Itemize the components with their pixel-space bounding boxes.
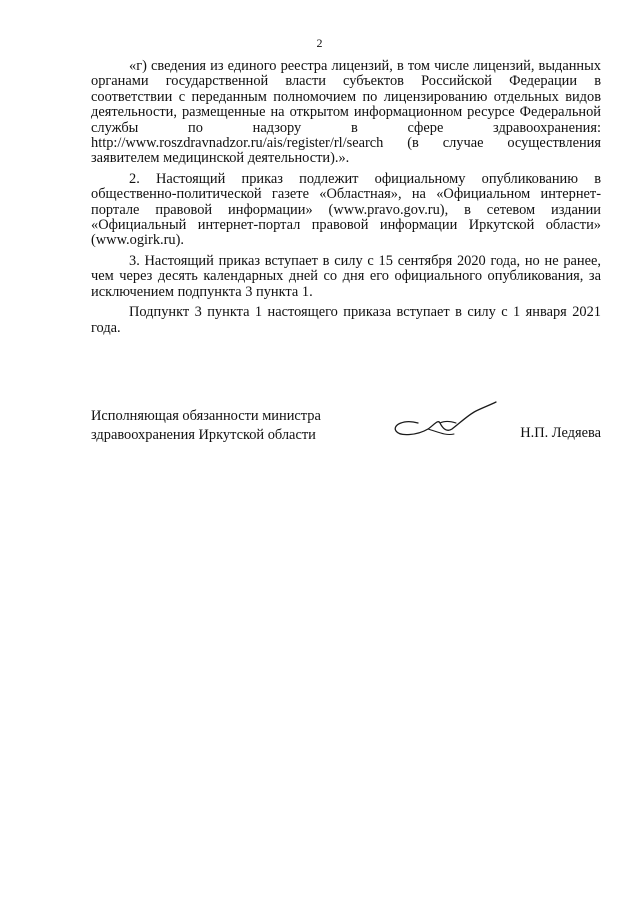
paragraph-subclause-effective-date: Подпункт 3 пункта 1 настоящего приказа вступает в силу с 1 января 2021 года. xyxy=(91,304,601,336)
document-body xyxy=(91,59,601,341)
signature-block xyxy=(91,407,601,457)
handwritten-signature xyxy=(388,399,498,441)
signer-title-line-1: Исполняющая обязанности министра xyxy=(91,408,321,424)
signer-title xyxy=(91,407,371,445)
signer-name: Н.П. Ледяева xyxy=(520,425,601,441)
page-number: 2 xyxy=(316,36,323,50)
paragraph-licensing-registry: «г) сведения из единого реестра лицензий, в том числе лицензий, выданных органами государственной власти субъектов Российской Федерации в соответствии с переданным полномочием по лицензированию отдельных видов деятельности, размещенные на открытом информационном ресурсе Федеральной службы по надзору в сфере здравоохранения: http://www.roszdravnadzor.ru/ais/register/rl/search (в случае осуществления заявителем медицинской деятельности).». xyxy=(91,58,601,167)
paragraph-effective-date: 3. Настоящий приказ вступает в силу с 15 сентября 2020 года, но не ранее, чем через десять календарных дней со дня его официального опубликования, за исключением подпункта 3 пункта 1. xyxy=(91,252,601,300)
signer-title-line-2: здравоохранения Иркутской области xyxy=(91,427,316,443)
paragraph-publication: 2. Настоящий приказ подлежит официальному опубликованию в общественно-политической газете «Областная», на «Официальном интернет-портале правовой информации» (www.pravo.gov.ru), в сетевом издании «Официальный интернет-портал правовой информации Иркутской области» (www.ogirk.ru). xyxy=(91,170,601,249)
